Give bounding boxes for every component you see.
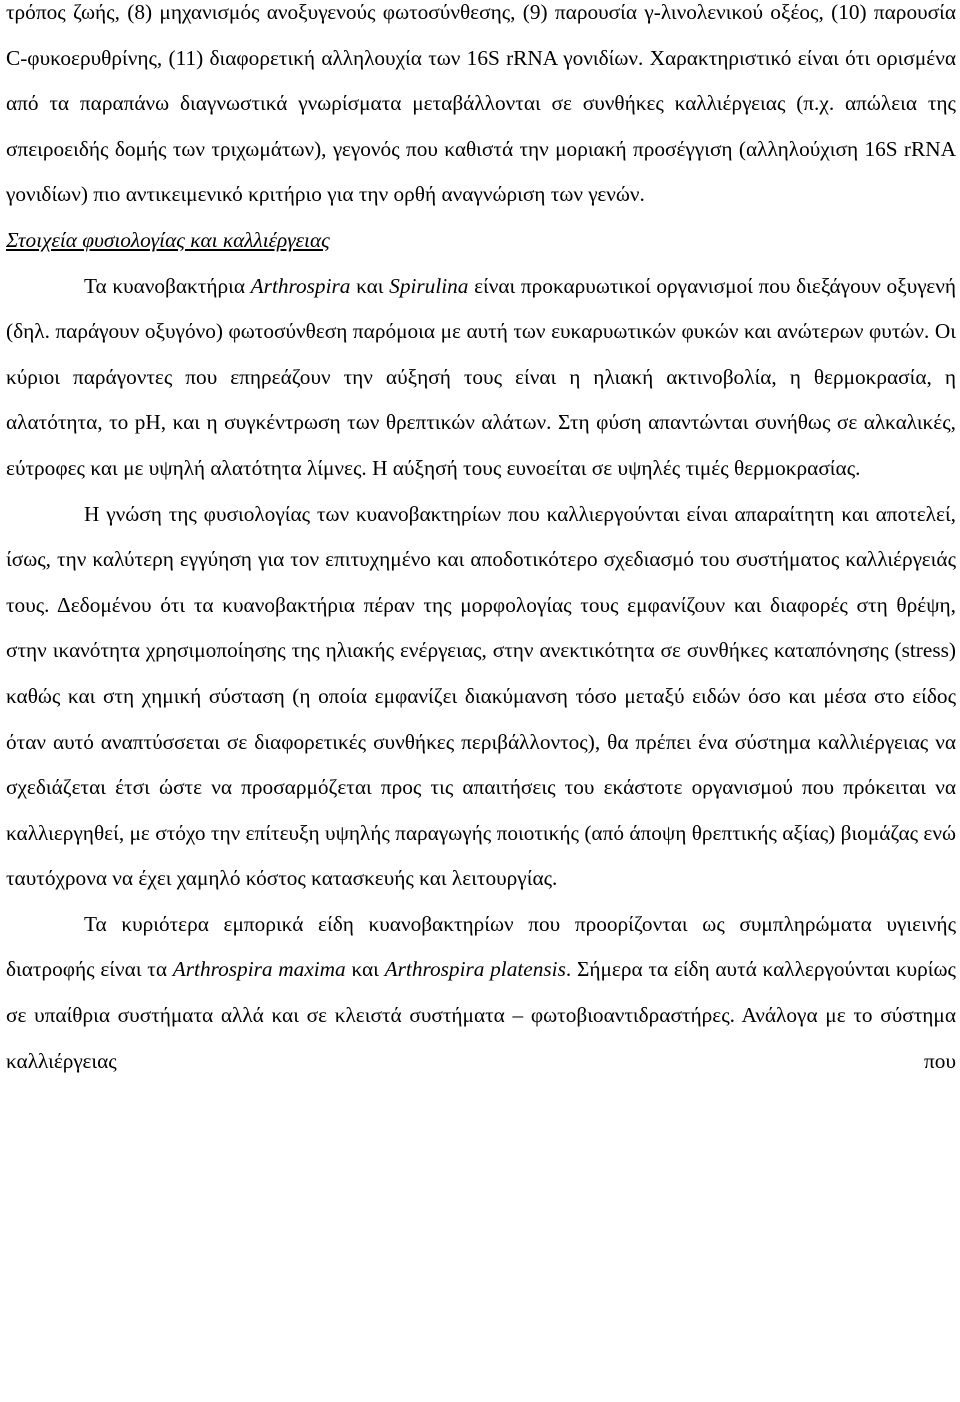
text-segment: Τα κυριότερα εμπορικά είδη κυανοβακτηρίων που προορίζονται ως συμπληρώματα υγιεινής διατροφής είναι τα: [6, 911, 956, 982]
text-segment: και: [345, 957, 385, 982]
section-heading: Στοιχεία φυσιολογίας και καλλιέργειας: [6, 227, 330, 252]
text-segment: είναι προκαρυωτικοί οργανισμοί που διεξάγουν οξυγενή (δηλ. παράγουν οξυγόνο) φωτοσύνθεση παρόμοια με αυτή των ευκαρυωτικών φυκών και ανώτερων φυτών. Οι κύριοι παράγοντες που επηρεάζουν την αύξησή τους είναι η ηλιακή ακτινοβολία, η θερμοκρασία, η αλατότητα, το pH, και η συγκέντρωση των θρεπτικών αλάτων. Στη φύση απαντώνται συνήθως σε αλκαλικές, εύτροφες και με υψηλή αλατότητα λίμνες. Η αύξησή τους ευνοείται σε υψηλές τιμές θερμοκρασίας.: [6, 273, 956, 480]
paragraph-physiology: [6, 264, 956, 492]
text-segment: . Σήμερα τα είδη αυτά καλλεργούνται κυρίως σε υπαίθρια συστήματα αλλά και σε κλειστά συστήματα – φωτοβιοαντιδραστήρες. Ανάλογα με το σύστημα καλλιέργειας που: [6, 957, 956, 1073]
paragraph-species: [6, 902, 956, 1084]
text-segment: Τα κυανοβακτήρια: [84, 273, 251, 298]
species-name: Arthrospira maxima: [172, 957, 346, 982]
species-name: Arthrospira platensis: [384, 957, 566, 982]
paragraph-knowledge: Η γνώση της φυσιολογίας των κυανοβακτηρίων που καλλιεργούνται είναι απαραίτητη και αποτελεί, ίσως, την καλύτερη εγγύηση για τον επιτυχημένο και αποδοτικότερο σχεδιασμό του συστήματος καλλιέργειάς τους. Δεδομένου ότι τα κυανοβακτήρια πέραν της μορφολογίας τους εμφανίζουν και διαφορές στη θρέψη, στην ικανότητα χρησιμοποίησης της ηλιακής ενέργειας, στην ανεκτικότητα σε συνθήκες καταπόνησης (stress) καθώς και στη χημική σύσταση (η οποία εμφανίζει διακύμανση τόσο μεταξύ ειδών όσο και μέσα στο είδος όταν αυτό αναπτύσσεται σε διαφορετικές συνθήκες περιβάλλοντος), θα πρέπει ένα σύστημα καλλιέργειας να σχεδιάζεται έτσι ώστε να προσαρμόζεται προς τις απαιτήσεις του εκάστοτε οργανισμού που πρόκειται να καλλιεργηθεί, με στόχο την επίτευξη υψηλής παραγωγής ποιοτικής (από άποψη θρεπτικής αξίας) βιομάζας ενώ ταυτόχρονα να έχει χαμηλό κόστος κατασκευής και λειτουργίας.: [6, 501, 956, 891]
text-segment: και: [350, 273, 390, 298]
genus-name: Spirulina: [389, 273, 469, 298]
paragraph-intro: τρόπος ζωής, (8) μηχανισμός ανοξυγενούς φωτοσύνθεσης, (9) παρουσία γ-λινολενικού οξέος, (10) παρουσία C-φυκοερυθρίνης, (11) διαφορετική αλληλουχία των 16S rRNA γονιδίων. Χαρακτηριστικό είναι ότι ορισμένα από τα παραπάνω διαγνωστικά γνωρίσματα μεταβάλλονται σε συνθήκες καλλιέργειας (π.χ. απώλεια της σπειροειδής δομής των τριχωμάτων), γεγονός που καθιστά την μοριακή προσέγγιση (αλληλούχιση 16S rRNA γονιδίων) πιο αντικειμενικό κριτήριο για την ορθή αναγνώριση των γενών.: [6, 0, 956, 207]
genus-name: Arthrospira: [250, 273, 351, 298]
